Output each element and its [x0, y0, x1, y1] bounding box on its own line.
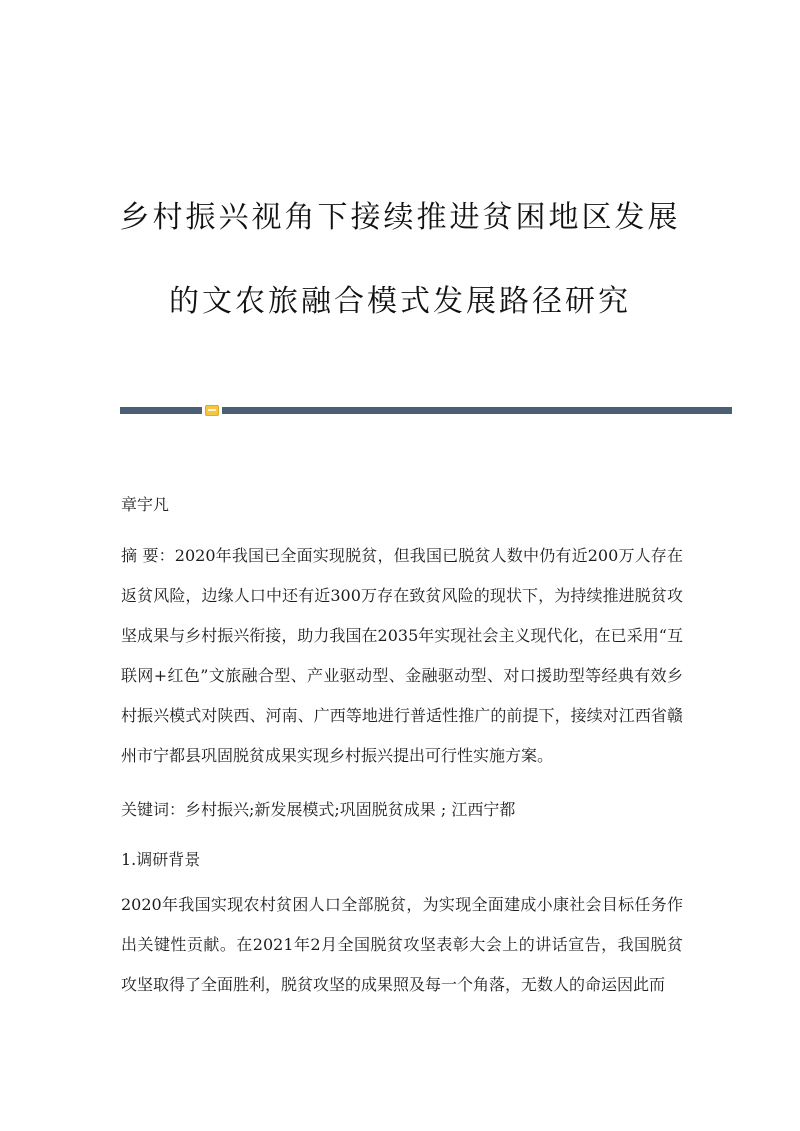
section-heading: 1.调研背景 — [121, 850, 201, 869]
abstract-paragraph: 摘 要：2020年我国已全面实现脱贫，但我国已脱贫人数中仍有近200万人存在返贫风险，边缘人口中还有近300万存在致贫风险的现状下，为持续推进脱贫攻坚成果与乡村振兴衔接，助力我国在2035年实现社会主义现代化，在已采用“互联网+红色”文旅融合型、产业驱动型、金融驱动型、对口援助型等经典有效乡村振兴模式对陕西、河南、广西等地进行普适性推广的前提下，接续对江西省赣州市宁都县巩固脱贫成果实现乡村振兴提出可行性实施方案。 — [121, 546, 683, 765]
document-title-line-2: 的文农旅融合模式发展路径研究 — [169, 284, 631, 319]
keywords-line: 关键词：乡村振兴;新发展模式;巩固脱贫成果 ; 江西宁都 — [121, 800, 516, 819]
title-divider-left — [120, 407, 202, 414]
document-title-line-1: 乡村振兴视角下接续推进贫困地区发展 — [119, 200, 681, 235]
document-icon — [205, 405, 219, 416]
author-name: 章宇凡 — [121, 495, 170, 514]
title-divider-right — [222, 407, 732, 414]
body-paragraph: 2020年我国实现农村贫困人口全部脱贫，为实现全面建成小康社会目标任务作出关键性贡献。在2021年2月全国脱贫攻坚表彰大会上的讲话宣告，我国脱贫攻坚取得了全面胜利，脱贫攻坚的成果照及每一个角落，无数人的命运因此而 — [121, 895, 683, 994]
